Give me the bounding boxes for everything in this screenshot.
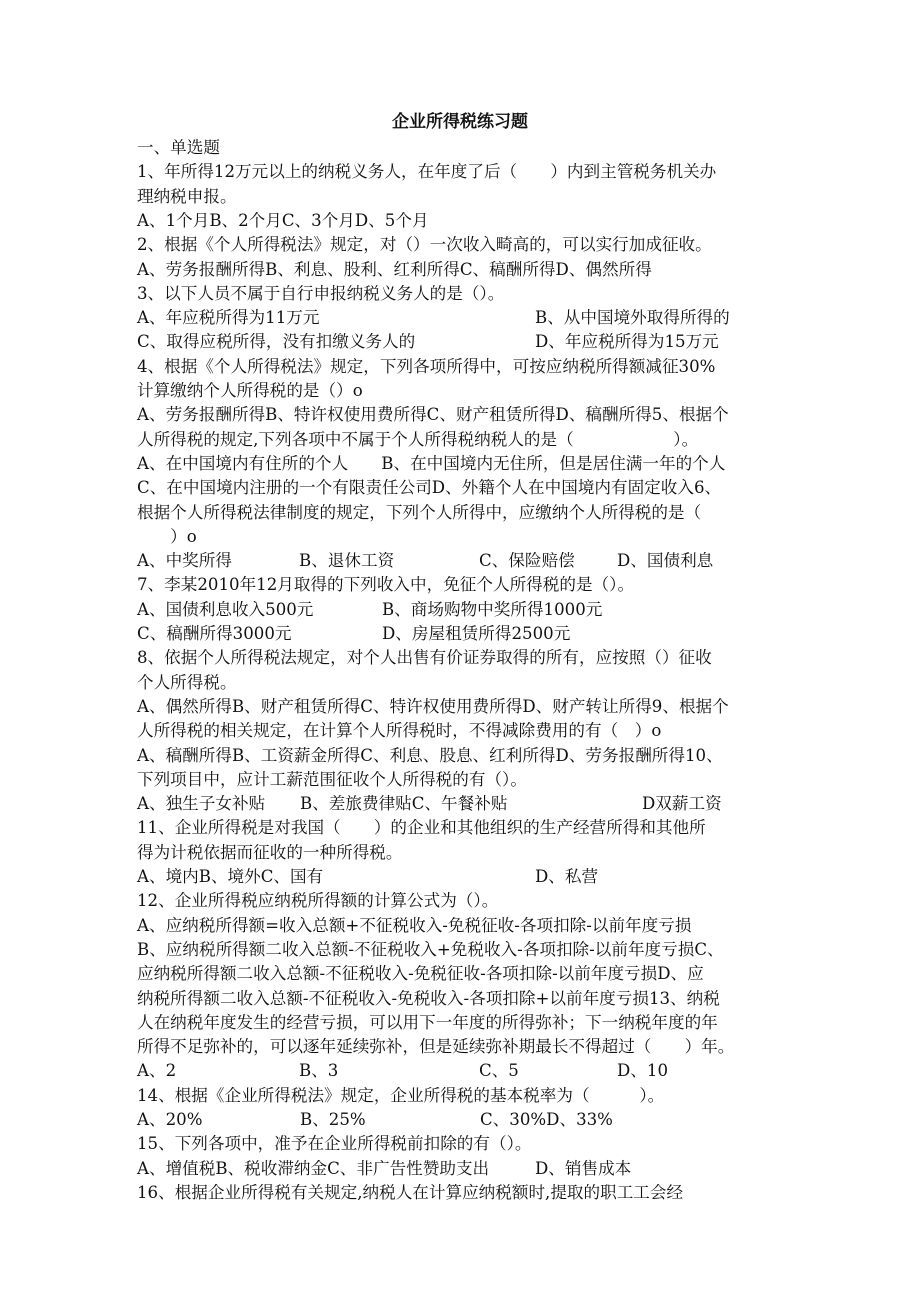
text-line: 个人所得税。 bbox=[137, 672, 237, 692]
text-line: 人所得税的规定,下列各项中不属于个人所得税纳税人的是（ ）。 bbox=[137, 429, 699, 449]
text-line: 1、年所得12万元以上的纳税义务人，在年度了后（ ）内到主管税务机关办 bbox=[137, 162, 717, 182]
option-segment: C、取得应税所得，没有扣缴义务人的 bbox=[137, 332, 416, 352]
option-segment: B、25% bbox=[300, 1110, 366, 1129]
text-line: 7、李某2010年12月取得的下列收入中，免征个人所得税的是（）。 bbox=[137, 575, 635, 595]
option-segment: C、稿酬所得3000元 bbox=[137, 624, 292, 643]
option-segment: D、销售成本 bbox=[535, 1158, 632, 1178]
text-line: A、应纳税所得额=收入总额+不征税收入-免税征收-各项扣除-以前年度亏损 bbox=[137, 915, 692, 935]
option-segment: D、年应税所得为15万元 bbox=[535, 332, 719, 352]
option-segment: D双薪工资 bbox=[642, 794, 722, 814]
option-segment: A、年应税所得为11万元 bbox=[137, 308, 320, 328]
option-segment: D、10 bbox=[617, 1061, 669, 1081]
text-line: 得为计税依据而征收的一种所得税。 bbox=[137, 842, 403, 862]
option-segment: B、3 bbox=[299, 1061, 339, 1081]
text-line: 根据个人所得税法律制度的规定，下列个人所得中，应缴纳个人所得税的是（ bbox=[137, 502, 702, 522]
option-segment: A、20% bbox=[137, 1110, 203, 1129]
text-line: 15、下列各项中，准予在企业所得税前扣除的有（）。 bbox=[137, 1134, 532, 1154]
text-line: 12、企业所得税应纳税所得额的计算公式为（）。 bbox=[137, 891, 499, 911]
text-line: C、在中国境内注册的一个有限责任公司D、外籍个人在中国境内有固定收入6、 bbox=[137, 478, 722, 498]
option-segment: B、商场购物中奖所得1000元 bbox=[382, 599, 603, 619]
option-segment: B、退休工资 bbox=[299, 551, 395, 571]
text-line: 3、以下人员不属于自行申报纳税义务人的是（）。 bbox=[137, 283, 505, 303]
text-line: 应纳税所得额二收入总额-不征税收入-免税征收-各项扣除-以前年度亏损D、应 bbox=[137, 964, 704, 984]
option-segment: D、国债利息 bbox=[617, 551, 714, 571]
option-segment: A、增值税B、税收滞纳金C、非广告性赞助支出 bbox=[137, 1158, 490, 1178]
option-segment: C、5 bbox=[479, 1061, 519, 1081]
text-line: 14、根据《企业所得税法》规定，企业所得税的基本税率为（ ）。 bbox=[137, 1085, 665, 1105]
option-segment: B、差旅费律贴C、午餐补贴 bbox=[300, 794, 508, 814]
text-line: A、在中国境内有住所的个人 B、在中国境内无住所，但是居住满一年的个人 bbox=[137, 453, 726, 473]
text-line: A、1个月B、2个月C、3个月D、5个月 bbox=[137, 210, 429, 230]
text-line: 4、根据《个人所得税法》规定，下列各项所得中，可按应纳税所得额减征30% bbox=[137, 356, 716, 376]
text-line: 纳税所得额二收入总额-不征税收入-免税收入-各项扣除+以前年度亏损13、纳税 bbox=[137, 988, 720, 1008]
option-segment: A、国债利息收入500元 bbox=[137, 599, 314, 619]
text-line: 人在纳税年度发生的经营亏损，可以用下一年度的所得弥补；下一纳税年度的年 bbox=[137, 1012, 718, 1032]
text-line: A、劳务报酬所得B、利息、股利、红利所得C、稿酬所得D、偶然所得 bbox=[137, 259, 652, 279]
text-line: A、劳务报酬所得B、特许权使用费所得C、财产租赁所得D、稿酬所得5、根据个 bbox=[137, 405, 729, 425]
option-segment: A、2 bbox=[137, 1061, 177, 1081]
section-heading: 一、单选题 bbox=[137, 138, 220, 157]
option-segment: C、保险赔偿 bbox=[479, 551, 575, 571]
text-line: 16、根据企业所得税有关规定,纳税人在计算应纳税额时,提取的职工工会经 bbox=[137, 1182, 684, 1202]
option-segment: A、境内B、境外C、国有 bbox=[137, 867, 324, 886]
text-line: 所得不足弥补的，可以逐年延续弥补，但是延续弥补期最长不得超过（ ）年。 bbox=[137, 1037, 735, 1057]
option-segment: C、30%D、33% bbox=[480, 1110, 613, 1129]
document-title: 企业所得税练习题 bbox=[392, 112, 528, 132]
option-segment: B、从中国境外取得所得的 bbox=[535, 308, 730, 328]
option-segment: A、独生子女补贴 bbox=[137, 794, 266, 814]
text-line: 理纳税申报。 bbox=[137, 186, 237, 206]
text-line: 11、企业所得税是对我国（ ）的企业和其他组织的生产经营所得和其他所 bbox=[137, 818, 706, 838]
text-line: 8、依据个人所得税法规定，对个人出售有价证券取得的所有，应按照（）征收 bbox=[137, 648, 712, 668]
text-line: A、稿酬所得B、工资薪金所得C、利息、股息、红利所得D、劳务报酬所得10、 bbox=[137, 745, 723, 765]
text-line: 2、根据《个人所得税法》规定，对（）一次收入畸高的，可以实行加成征收。 bbox=[137, 235, 712, 255]
text-line: 计算缴纳个人所得税的是（）o bbox=[137, 381, 363, 400]
option-segment: D、私营 bbox=[535, 867, 599, 886]
text-line: B、应纳税所得额二收入总额-不征税收入+免税收入-各项扣除-以前年度亏损C、 bbox=[137, 939, 724, 959]
text-line: A、偶然所得B、财产租赁所得C、特许权使用费所得D、财产转让所得9、根据个 bbox=[137, 696, 729, 716]
option-segment: D、房屋租赁所得2500元 bbox=[382, 624, 571, 643]
text-line: 人所得税的相关规定，在计算个人所得税时，不得减除费用的有（ ）o bbox=[137, 721, 662, 741]
text-line: 下列项目中，应计工薪范围征收个人所得税的有（）。 bbox=[137, 769, 527, 789]
option-segment: A、中奖所得 bbox=[137, 551, 232, 571]
text-line: ）o bbox=[137, 526, 197, 546]
